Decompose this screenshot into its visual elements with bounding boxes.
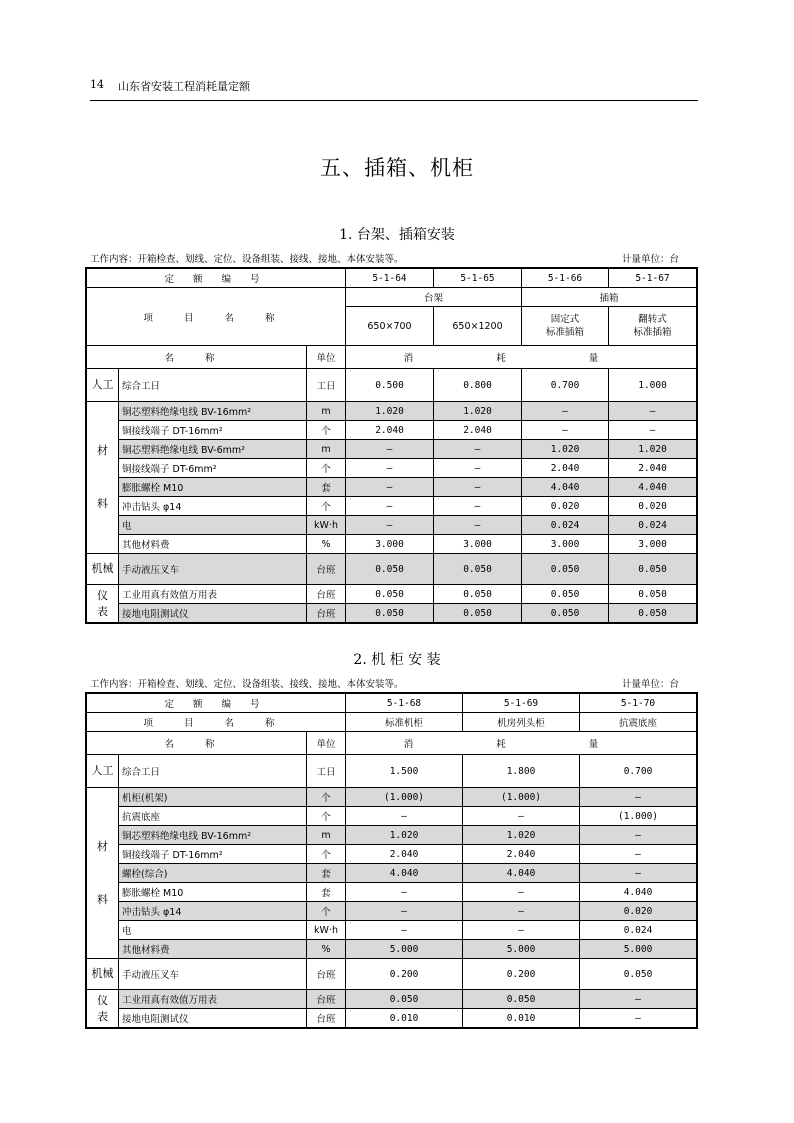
table-row [87, 959, 697, 990]
item-name: 电 [119, 921, 307, 940]
value-cell: — [434, 497, 522, 516]
item-unit: 台班 [307, 604, 346, 623]
value-cell: 0.050 [346, 604, 434, 623]
value-cell: 0.050 [522, 585, 609, 604]
item-name: 电 [119, 516, 307, 535]
sub-header: 机房列头柜 [463, 713, 580, 732]
item-name: 冲击钻头 φ14 [119, 902, 307, 921]
value-cell: 0.050 [522, 604, 609, 623]
sub-header [522, 307, 609, 346]
table2-heading: 2. 机 柜 安 装 [353, 652, 441, 668]
code-cell: 5-1-70 [580, 694, 697, 713]
item-name: 铜芯塑料绝缘电线 BV-16mm² [119, 402, 307, 421]
category-machine: 机械 [87, 959, 119, 990]
value-cell: 0.050 [463, 990, 580, 1009]
value-cell: 2.040 [609, 459, 697, 478]
item-unit: 个 [307, 845, 346, 864]
name-label: 名 称 [87, 732, 307, 755]
item-unit: 台班 [307, 585, 346, 604]
value-cell: — [434, 459, 522, 478]
category-machine: 机械 [87, 554, 119, 585]
table-row [87, 535, 697, 554]
value-cell: 1.000 [609, 369, 697, 402]
value-cell: 1.500 [346, 755, 463, 788]
consume-label: 消 耗 量 [346, 732, 697, 755]
page-header [90, 74, 698, 101]
project-label: 项 目 名 称 [87, 288, 346, 346]
value-cell: — [434, 516, 522, 535]
value-cell: (1.000) [346, 788, 463, 807]
code-cell: 5-1-67 [609, 269, 697, 288]
table-row [87, 585, 697, 604]
table-row [87, 516, 697, 535]
item-unit: 个 [307, 421, 346, 440]
category-char: 表 [97, 604, 108, 618]
item-unit: 个 [307, 902, 346, 921]
item-unit: 工日 [307, 369, 346, 402]
value-cell: (1.000) [580, 807, 697, 826]
value-cell: 0.050 [434, 604, 522, 623]
value-cell: 0.024 [522, 516, 609, 535]
item-name: 膨胀螺栓 M10 [119, 883, 307, 902]
category-char: 材 [97, 839, 108, 853]
value-cell: — [346, 516, 434, 535]
item-name: 铜芯塑料绝缘电线 BV-6mm² [119, 440, 307, 459]
value-cell: 5.000 [463, 940, 580, 959]
table1-heading: 1. 台架、插箱安装 [339, 227, 455, 243]
value-cell: 0.800 [434, 369, 522, 402]
category-char: 表 [97, 1009, 108, 1023]
value-cell: 0.050 [346, 554, 434, 585]
value-cell: 3.000 [434, 535, 522, 554]
value-cell: — [346, 440, 434, 459]
value-cell: 0.024 [609, 516, 697, 535]
value-cell: — [580, 845, 697, 864]
value-cell: — [522, 402, 609, 421]
item-unit: 工日 [307, 755, 346, 788]
item-name: 机柜(机架) [119, 788, 307, 807]
value-cell: 3.000 [609, 535, 697, 554]
value-cell: 0.050 [346, 585, 434, 604]
table1-work-content: 工作内容：开箱检查、划线、定位、设备组装、接线、接地、本体安装等。 [90, 254, 404, 265]
table2-col-header-row [87, 732, 697, 755]
sub-header: 650×1200 [434, 307, 522, 346]
value-cell: 0.050 [609, 554, 697, 585]
table1-code-row [87, 269, 697, 288]
value-cell: 2.040 [346, 845, 463, 864]
item-unit: 台班 [307, 1009, 346, 1028]
category-char: 材 [97, 444, 108, 458]
category-char: 仪 [97, 588, 108, 602]
table2 [86, 693, 697, 1028]
category-material [87, 788, 119, 959]
item-name: 其他材料费 [119, 535, 307, 554]
value-cell: 4.040 [463, 864, 580, 883]
code-cell: 5-1-65 [434, 269, 522, 288]
item-unit: kW·h [307, 921, 346, 940]
table1-unit: 计量单位：台 [621, 254, 679, 265]
quota-label: 定 额 编 号 [87, 269, 346, 288]
value-cell: 1.020 [346, 826, 463, 845]
category-labor: 人工 [87, 369, 119, 402]
code-cell: 5-1-66 [522, 269, 609, 288]
value-cell: — [580, 1009, 697, 1028]
item-name: 其他材料费 [119, 940, 307, 959]
table-row [87, 440, 697, 459]
value-cell: 0.010 [463, 1009, 580, 1028]
item-unit: 台班 [307, 554, 346, 585]
value-cell: 0.700 [522, 369, 609, 402]
value-cell: 0.050 [434, 585, 522, 604]
value-cell: 0.500 [346, 369, 434, 402]
item-unit: 套 [307, 864, 346, 883]
table2-unit: 计量单位：台 [621, 679, 679, 690]
sub-header-line: 标准插箱 [545, 327, 584, 338]
value-cell: 0.200 [346, 959, 463, 990]
item-unit: m [307, 826, 346, 845]
value-cell: 4.040 [580, 883, 697, 902]
value-cell: 2.040 [522, 459, 609, 478]
item-unit: 台班 [307, 990, 346, 1009]
item-name: 手动液压叉车 [119, 959, 307, 990]
value-cell: 1.020 [463, 826, 580, 845]
table-row [87, 421, 697, 440]
page-number: 14 [90, 78, 104, 91]
value-cell: 0.050 [609, 585, 697, 604]
value-cell: 4.040 [522, 478, 609, 497]
item-name: 接地电阻测试仪 [119, 1009, 307, 1028]
value-cell: — [463, 921, 580, 940]
table-row [87, 990, 697, 1009]
category-char: 料 [97, 497, 108, 511]
item-unit: 套 [307, 478, 346, 497]
code-cell: 5-1-68 [346, 694, 463, 713]
table-row [87, 883, 697, 902]
item-name: 接地电阻测试仪 [119, 604, 307, 623]
item-name: 铜接线端子 DT-16mm² [119, 845, 307, 864]
table-row [87, 902, 697, 921]
item-unit: m [307, 402, 346, 421]
item-unit: m [307, 440, 346, 459]
item-unit: 个 [307, 807, 346, 826]
sub-header: 标准机柜 [346, 713, 463, 732]
item-name: 抗震底座 [119, 807, 307, 826]
value-cell: 4.040 [346, 864, 463, 883]
chapter-title: 五、插箱、机柜 [320, 156, 474, 180]
category-char: 仪 [97, 993, 108, 1007]
value-cell: 0.024 [580, 921, 697, 940]
item-unit: 套 [307, 883, 346, 902]
unit-label: 单位 [307, 346, 346, 369]
value-cell: 1.800 [463, 755, 580, 788]
table-row [87, 1009, 697, 1028]
value-cell: — [346, 883, 463, 902]
item-unit: kW·h [307, 516, 346, 535]
category-labor: 人工 [87, 755, 119, 788]
value-cell: 0.050 [346, 990, 463, 1009]
item-name: 综合工日 [119, 369, 307, 402]
item-name: 综合工日 [119, 755, 307, 788]
unit-label: 单位 [307, 732, 346, 755]
table-row [87, 604, 697, 623]
table-row [87, 940, 697, 959]
table-row [87, 864, 697, 883]
value-cell: — [346, 807, 463, 826]
sub-header [609, 307, 697, 346]
item-name: 铜芯塑料绝缘电线 BV-16mm² [119, 826, 307, 845]
value-cell: 1.020 [346, 402, 434, 421]
table-row [87, 459, 697, 478]
table-row [87, 497, 697, 516]
value-cell: — [609, 421, 697, 440]
item-unit: % [307, 940, 346, 959]
item-name: 工业用真有效值万用表 [119, 990, 307, 1009]
item-unit: 个 [307, 497, 346, 516]
value-cell: 0.200 [463, 959, 580, 990]
code-cell: 5-1-69 [463, 694, 580, 713]
table1 [86, 268, 697, 623]
value-cell: 0.050 [609, 604, 697, 623]
sub-header: 抗震底座 [580, 713, 697, 732]
item-name: 手动液压叉车 [119, 554, 307, 585]
value-cell: — [346, 921, 463, 940]
sub-header-line: 固定式 [550, 314, 580, 325]
item-name: 螺栓(综合) [119, 864, 307, 883]
value-cell: — [580, 826, 697, 845]
value-cell: — [346, 478, 434, 497]
value-cell: — [522, 421, 609, 440]
value-cell: — [463, 807, 580, 826]
code-cell: 5-1-64 [346, 269, 434, 288]
table2-code-row [87, 694, 697, 713]
item-name: 铜接线端子 DT-16mm² [119, 421, 307, 440]
value-cell: 0.010 [346, 1009, 463, 1028]
table2-sub-row [87, 713, 697, 732]
value-cell: 0.050 [522, 554, 609, 585]
table1-group-row [87, 288, 697, 307]
value-cell: — [609, 402, 697, 421]
item-name: 膨胀螺栓 M10 [119, 478, 307, 497]
consume-label: 消 耗 量 [346, 346, 697, 369]
item-name: 铜接线端子 DT-6mm² [119, 459, 307, 478]
value-cell: 1.020 [434, 402, 522, 421]
item-unit: 台班 [307, 959, 346, 990]
category-material [87, 402, 119, 554]
value-cell: (1.000) [463, 788, 580, 807]
value-cell: — [463, 883, 580, 902]
group-header: 插箱 [522, 288, 697, 307]
value-cell: — [346, 459, 434, 478]
category-instrument [87, 585, 119, 623]
value-cell: 1.020 [522, 440, 609, 459]
table-row [87, 402, 697, 421]
value-cell: 2.040 [434, 421, 522, 440]
table2-work-content: 工作内容：开箱检查、划线、定位、设备组装、接线、接地、本体安装等。 [90, 679, 404, 690]
value-cell: 0.050 [434, 554, 522, 585]
item-name: 冲击钻头 φ14 [119, 497, 307, 516]
item-unit: 个 [307, 788, 346, 807]
sub-header: 650×700 [346, 307, 434, 346]
sub-header-line: 翻转式 [638, 314, 667, 325]
value-cell: — [580, 864, 697, 883]
value-cell: 0.020 [580, 902, 697, 921]
value-cell: 2.040 [463, 845, 580, 864]
value-cell: — [346, 497, 434, 516]
table-row [87, 478, 697, 497]
quota-label: 定 额 编 号 [87, 694, 346, 713]
value-cell: 3.000 [522, 535, 609, 554]
value-cell: — [463, 902, 580, 921]
value-cell: 0.050 [580, 959, 697, 990]
value-cell: — [434, 440, 522, 459]
table-row [87, 788, 697, 807]
value-cell: 2.040 [346, 421, 434, 440]
value-cell: 5.000 [346, 940, 463, 959]
value-cell: 0.700 [580, 755, 697, 788]
item-name: 工业用真有效值万用表 [119, 585, 307, 604]
value-cell: — [580, 788, 697, 807]
value-cell: — [580, 990, 697, 1009]
table-row [87, 921, 697, 940]
value-cell: 0.020 [609, 497, 697, 516]
value-cell: 4.040 [609, 478, 697, 497]
table-row [87, 369, 697, 402]
sub-header-line: 标准插箱 [633, 327, 672, 338]
value-cell: 3.000 [346, 535, 434, 554]
table-row [87, 826, 697, 845]
table1-col-header-row [87, 346, 697, 369]
category-char: 料 [97, 892, 108, 906]
value-cell: — [434, 478, 522, 497]
book-title: 山东省安装工程消耗量定额 [118, 80, 250, 93]
value-cell: 0.020 [522, 497, 609, 516]
table-row [87, 845, 697, 864]
item-unit: % [307, 535, 346, 554]
name-label: 名 称 [87, 346, 307, 369]
table-row [87, 755, 697, 788]
category-instrument [87, 990, 119, 1028]
value-cell: — [346, 902, 463, 921]
table-row [87, 807, 697, 826]
value-cell: 1.020 [609, 440, 697, 459]
table-row [87, 554, 697, 585]
group-header: 台架 [346, 288, 522, 307]
value-cell: 5.000 [580, 940, 697, 959]
item-unit: 个 [307, 459, 346, 478]
project-label: 项 目 名 称 [87, 713, 346, 732]
